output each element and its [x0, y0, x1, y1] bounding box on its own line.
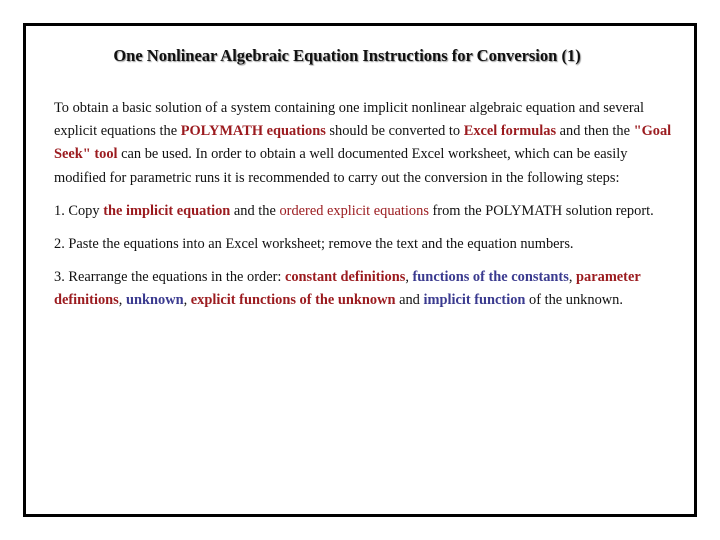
step-3-paragraph [54, 266, 674, 312]
text-segment: , [405, 269, 413, 286]
text-segment: To obtain a basic solution of a system containing one implicit nonlinear algebraic equation and several explicit equations the [54, 100, 645, 140]
text-segment: and [395, 292, 424, 309]
highlighted-term: ordered explicit equations [279, 202, 429, 219]
text-segment: can be used. In order to obtain a well documented Excel worksheet, which can be easily modified for parametric runs it is recommended to carry out the conversion in the following steps: [54, 146, 628, 186]
text-segment: , [183, 292, 191, 309]
text-segment: , [118, 292, 126, 309]
highlighted-term: Excel formulas [463, 123, 557, 140]
highlighted-term: unknown [125, 292, 184, 309]
highlighted-term: "Goal Seek" tool [54, 123, 672, 163]
slide-title: One Nonlinear Algebraic Equation Instructions for Conversion (1) [113, 46, 581, 65]
highlighted-term: the implicit equation [103, 202, 231, 219]
text-segment: should be converted to [325, 123, 464, 140]
text-segment: 3. Rearrange the equations in the order: [54, 269, 285, 286]
highlighted-term: parameter definitions [54, 269, 641, 309]
text-segment: , [568, 269, 577, 286]
instructions-body [54, 97, 674, 323]
step-1-paragraph [54, 200, 674, 223]
highlighted-term: functions of the constants [412, 269, 569, 286]
text-segment: 1. Copy [54, 202, 104, 219]
highlighted-term: implicit function [423, 292, 526, 309]
text-segment: of the unknown. [525, 292, 623, 309]
text-segment: from the POLYMATH solution report. [428, 202, 654, 219]
text-segment: and the [230, 202, 280, 219]
step-2-paragraph [54, 233, 674, 256]
text-segment: and then the [556, 123, 634, 140]
text-segment: 2. Paste the equations into an Excel worksheet; remove the text and the equation numbers. [54, 236, 574, 253]
highlighted-term: explicit functions of the unknown [190, 292, 396, 309]
highlighted-term: POLYMATH equations [180, 123, 326, 140]
slide-frame [23, 23, 697, 517]
highlighted-term: constant definitions [284, 269, 406, 286]
intro-paragraph [54, 97, 674, 190]
